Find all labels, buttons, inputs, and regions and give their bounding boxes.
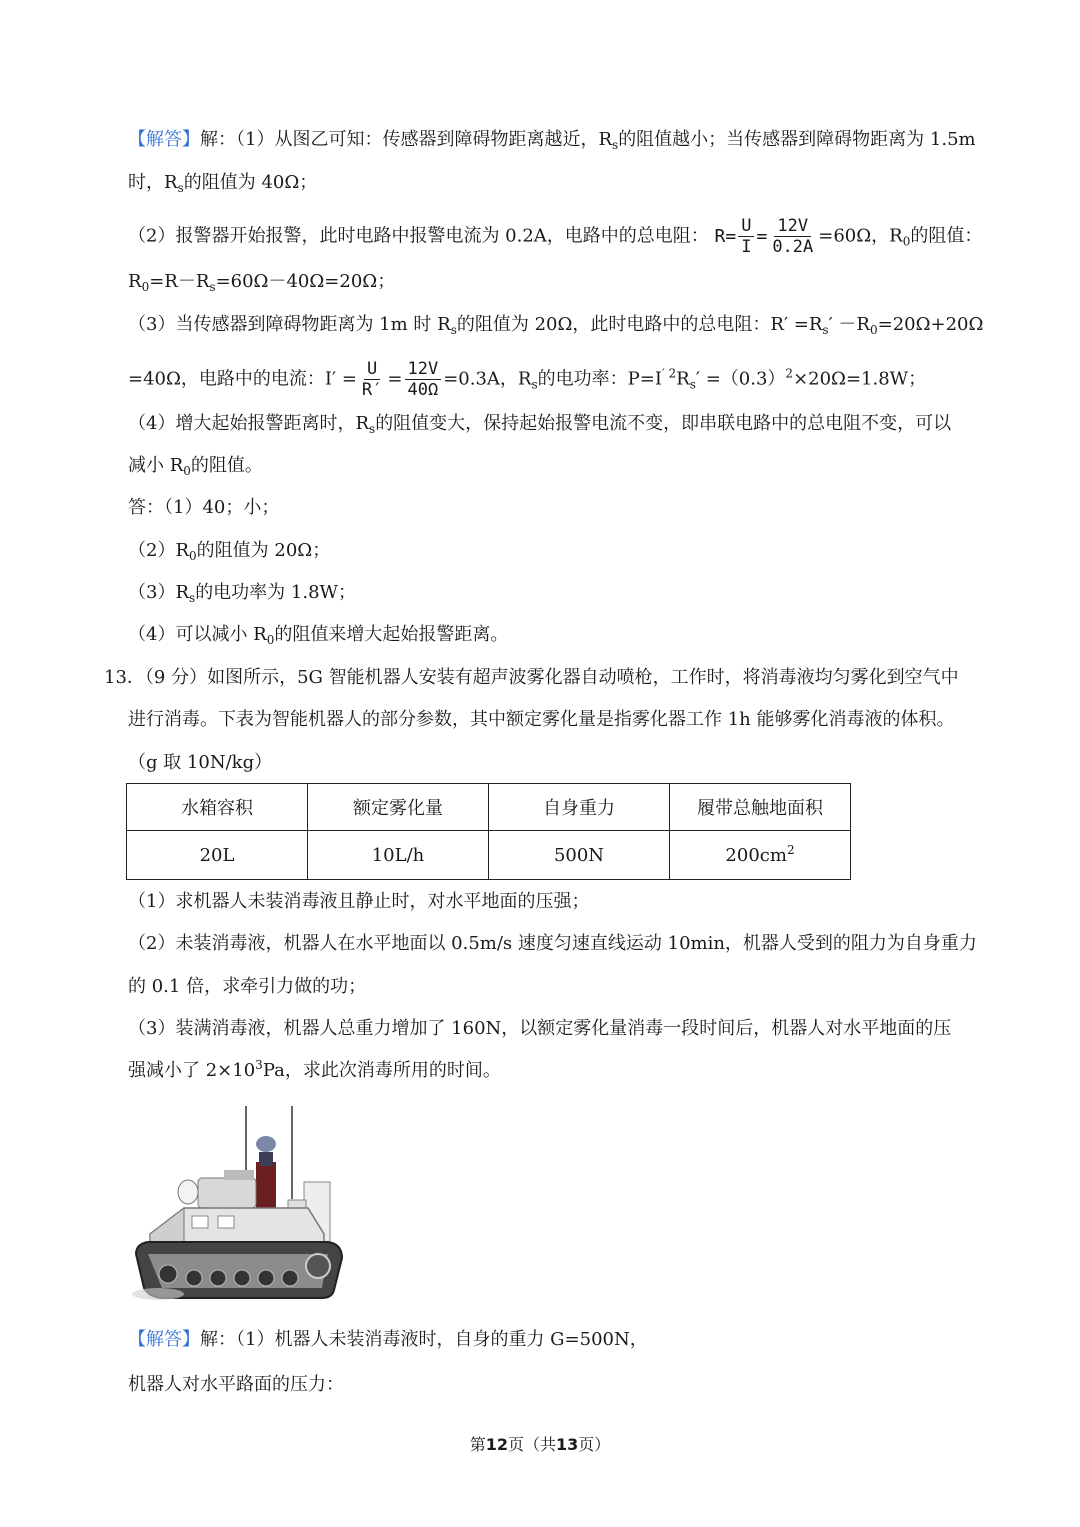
sol12-line8: 减小 $R_0$的阻值。: [128, 455, 263, 478]
formula-current: $\frac{U}{R'}$: [361, 359, 383, 400]
sol12-answer2: $(2)R_0$的阻值为 20Ω；: [128, 540, 331, 563]
sol12-line4: $R_0=R-R_s=60\Omega-40\Omega=20\Omega$；: [128, 271, 396, 294]
q13-line2: 进行消毒。下表为智能机器人的部分参数，其中额定雾化量是指雾化器工作 1h 能够雾化消毒液的体积。: [128, 709, 955, 730]
sol12-line5: （3）当传感器到障碍物距离为 1m 时 $R_s$的阻值为 20Ω，此时电路中的总电阻：$R' =R_s' -R_0=20\Omega+20\Omega$: [128, 314, 984, 337]
page-number: 12: [485, 1435, 508, 1454]
table-header-cell: 水箱容积: [127, 784, 308, 831]
sol12-answer1: 答：（1）40；小；: [128, 497, 280, 518]
table-header-cell: 额定雾化量: [308, 784, 489, 831]
table-cell: 10L/h: [308, 831, 489, 880]
sol12-line7: （4）增大起始报警距离时，$R_s$的阻值变大，保持起始报警电流不变，即串联电路中的总电阻不变，可以: [128, 413, 952, 436]
table-row: [127, 831, 851, 880]
robot-parameter-table: [126, 783, 851, 880]
sol12-line6: =40Ω，电路中的电流：I′ = $\frac{U}{R'}$ = $\frac{12V}{40\Omega}$ =0.3A，$R_s$的电功率：$P=I^{' 2}R_s' =(0.3)^2\times 20\Omega=1.8W$；: [128, 359, 927, 400]
formula-total-resistance: R= $\frac{U}{I}$ = $\frac{12V}{0.2A}$: [714, 216, 814, 257]
sol12-line1: 【解答】解：（1）从图乙可知：传感器到障碍物距离越近，$R_s$的阻值越小；当传感器到障碍物距离为 1.5m: [128, 129, 976, 152]
table-header-cell: 自身重力: [489, 784, 670, 831]
table-cell-area: $200cm^2$: [670, 831, 851, 880]
sol13-line1: 【解答】解：（1）机器人未装消毒液时，自身的重力 G=500N，: [128, 1329, 648, 1350]
page-total: 13: [556, 1435, 579, 1454]
table-cell: 20L: [127, 831, 308, 880]
q13-part3b: 强减小了 $2\times 10^3Pa$，求此次消毒所用的时间。: [128, 1058, 501, 1081]
q13-part2b: 的 0.1 倍，求牵引力做的功；: [128, 976, 367, 997]
page-footer: 第12页（共13页）: [469, 1435, 611, 1454]
q13-line1: 13．（9 分）如图所示，5G 智能机器人安装有超声波雾化器自动喷枪，工作时，将消毒液均匀雾化到空气中: [104, 667, 959, 688]
q13-part3a: （3）装满消毒液，机器人总重力增加了 160N，以额定雾化量消毒一段时间后，机器人对水平地面的压: [128, 1018, 952, 1039]
table-cell: 500N: [489, 831, 670, 880]
sol13-line2: 机器人对水平路面的压力：: [128, 1374, 344, 1395]
table-row: [127, 784, 851, 831]
sol12-answer4: （4）可以减小 $R_0$的阻值来增大起始报警距离。: [128, 624, 509, 647]
table-header-cell: 履带总触地面积: [670, 784, 851, 831]
sol12-line3: （2）报警器开始报警，此时电路中报警电流为 0.2A，电路中的总电阻： R= $\frac{U}{I}$ = $\frac{12V}{0.2A}$ =60Ω，$R_0$的阻值：: [128, 216, 983, 257]
robot-illustration: [128, 1104, 348, 1304]
q13-line3: （g 取 10N/kg）: [128, 752, 273, 773]
q13-part2a: （2）未装消毒液，机器人在水平地面以 0.5m/s 速度匀速直线运动 10min，机器人受到的阻力为自身重力: [128, 933, 977, 954]
answer-tag: 【解答】: [128, 1329, 200, 1350]
answer-tag: 【解答】: [128, 129, 200, 150]
sol12-answer3: $(3)R_s$的电功率为 1.8W；: [128, 582, 357, 605]
q13-part1: （1）求机器人未装消毒液且静止时，对水平地面的压强；: [128, 891, 590, 912]
sol12-line2: 时，$R_s$的阻值为 40Ω；: [128, 172, 318, 195]
